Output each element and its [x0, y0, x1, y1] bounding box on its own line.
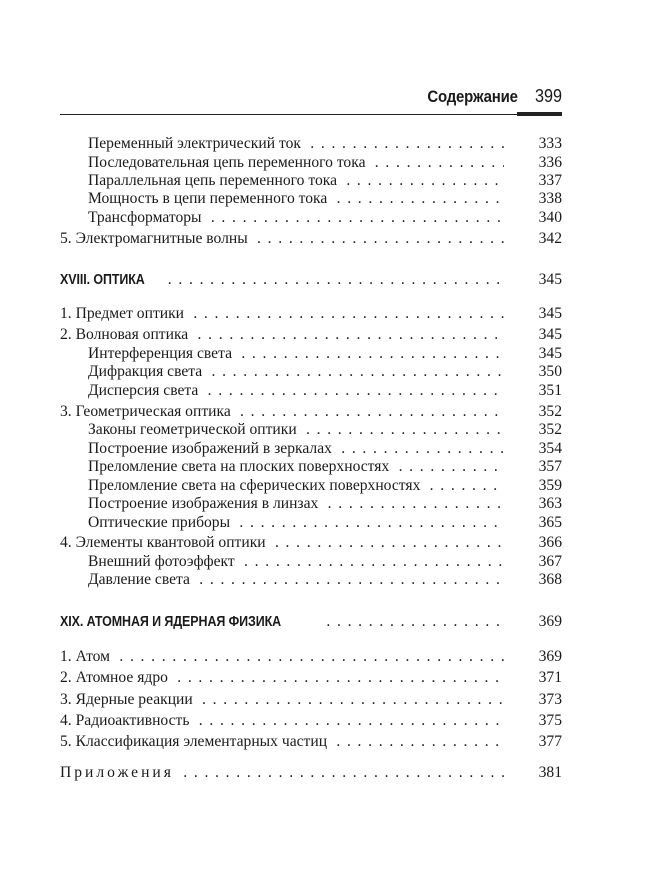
toc-entry[interactable] — [60, 732, 562, 752]
toc-entry-title: Преломление света на сферических поверхностях — [88, 477, 424, 494]
toc-entry-page: 340 — [514, 208, 562, 228]
toc-entry-title: 5. Классификация элементарных частиц — [60, 733, 331, 750]
toc-entry[interactable] — [60, 420, 562, 440]
toc-entry[interactable] — [60, 304, 562, 324]
toc-entry-page: 345 — [514, 304, 562, 324]
toc-entry-page: 338 — [514, 189, 562, 209]
toc-entry-title: 1. Атом — [60, 648, 114, 665]
toc-entry[interactable] — [60, 668, 562, 688]
toc-entry-title: 2. Атомное ядро — [60, 669, 172, 686]
toc-entry-page: 345 — [514, 270, 562, 290]
toc-entry-title: Приложения — [60, 764, 178, 781]
toc-entry-page: 336 — [514, 153, 562, 173]
toc-entry[interactable] — [60, 189, 562, 209]
toc-entry[interactable] — [60, 494, 562, 514]
toc-entry-title: Мощность в цепи переменного тока — [88, 190, 331, 207]
toc-entry-page: 352 — [514, 420, 562, 440]
toc-entry-page: 337 — [514, 171, 562, 191]
toc-entry-page: 368 — [514, 570, 562, 590]
toc-entry-title: 4. Элементы квантовой оптики — [60, 534, 270, 551]
toc-entry-page: 351 — [514, 381, 562, 401]
toc-entry[interactable] — [60, 229, 562, 249]
toc-entry[interactable] — [60, 325, 562, 345]
toc-entry-page: 354 — [514, 439, 562, 459]
toc-entry-page: 366 — [514, 533, 562, 553]
toc-entry[interactable] — [60, 711, 562, 731]
toc-entry-title: Оптические приборы — [88, 514, 234, 531]
toc-entry[interactable] — [60, 457, 562, 477]
toc-entry-title: 2. Волновая оптика — [60, 326, 192, 343]
toc-entry[interactable] — [60, 344, 562, 364]
toc-entry-page: 375 — [514, 711, 562, 731]
toc-entry-page: 369 — [514, 647, 562, 667]
toc-entry[interactable] — [60, 381, 562, 401]
toc-entry[interactable] — [60, 513, 562, 533]
toc-entry[interactable] — [60, 570, 562, 590]
toc-entry-title: Дисперсия света — [88, 382, 202, 399]
toc-entry[interactable] — [60, 134, 562, 154]
toc-entry-title: Интерференция света — [88, 345, 236, 362]
toc-entry-title: 1. Предмет оптики — [60, 305, 188, 322]
toc-entry[interactable] — [60, 153, 562, 173]
toc-entry-page: 352 — [514, 402, 562, 422]
toc-entry[interactable] — [60, 402, 562, 422]
toc-entry-title: 4. Радиоактивность — [60, 712, 193, 729]
toc-entry-title: Переменный электрический ток — [88, 135, 305, 152]
toc-entry-page: 369 — [514, 612, 562, 632]
toc-entry-title: 3. Ядерные реакции — [60, 691, 197, 708]
toc-entry-page: 350 — [514, 362, 562, 382]
toc-entry-title: Построение изображения в линзах — [88, 495, 322, 512]
toc-entry-title: Построение изображений в зеркалах — [88, 440, 336, 457]
toc-entry[interactable] — [60, 690, 562, 710]
toc-entry[interactable] — [60, 647, 562, 667]
toc-entry-page: 359 — [514, 476, 562, 496]
toc-entry-page: 342 — [514, 229, 562, 249]
toc-entry-title: Внешний фотоэффект — [88, 553, 239, 570]
toc-entry-title: Преломление света на плоских поверхностях — [88, 458, 393, 475]
toc-entry-page: 371 — [514, 668, 562, 688]
toc-entry-title: Параллельная цепь переменного тока — [88, 172, 341, 189]
toc-entry-title: Трансформаторы — [88, 209, 206, 226]
toc-entry[interactable] — [60, 763, 562, 783]
toc-entry-title: 3. Геометрическая оптика — [60, 403, 235, 420]
toc-entry-page: 345 — [514, 325, 562, 345]
toc-section-title: XIX. АТОМНАЯ И ЯДЕРНАЯ ФИЗИКА — [60, 612, 285, 632]
toc-section-title: XVIII. ОПТИКА — [60, 270, 148, 290]
toc-entry-title: Последовательная цепь переменного тока — [88, 154, 370, 171]
toc-entry[interactable] — [60, 171, 562, 191]
toc-entry-page: 363 — [514, 494, 562, 514]
toc-entry[interactable] — [60, 533, 562, 553]
toc-entry-title: Давление света — [88, 571, 194, 588]
toc-entry-page: 357 — [514, 457, 562, 477]
toc-entry[interactable] — [60, 552, 562, 572]
toc-section[interactable] — [60, 270, 562, 290]
toc-entry-page: 345 — [514, 344, 562, 364]
toc-entry-page: 377 — [514, 732, 562, 752]
toc-section[interactable] — [60, 612, 562, 632]
toc-entry-title: 5. Электромагнитные волны — [60, 230, 252, 247]
toc-entry[interactable] — [60, 208, 562, 228]
toc-entry-page: 381 — [514, 763, 562, 783]
toc-entry[interactable] — [60, 439, 562, 459]
toc-entry-page: 333 — [514, 134, 562, 154]
toc-entry-page: 367 — [514, 552, 562, 572]
toc-entry[interactable] — [60, 362, 562, 382]
header-page-number: 399 — [534, 86, 562, 106]
toc-entry-page: 365 — [514, 513, 562, 533]
toc-entry-page: 373 — [514, 690, 562, 710]
toc-entry-title: Законы геометрической оптики — [88, 421, 301, 438]
toc-entry[interactable] — [60, 476, 562, 496]
header-title: Содержание — [427, 87, 518, 106]
toc-entry-title: Дифракция света — [88, 363, 206, 380]
